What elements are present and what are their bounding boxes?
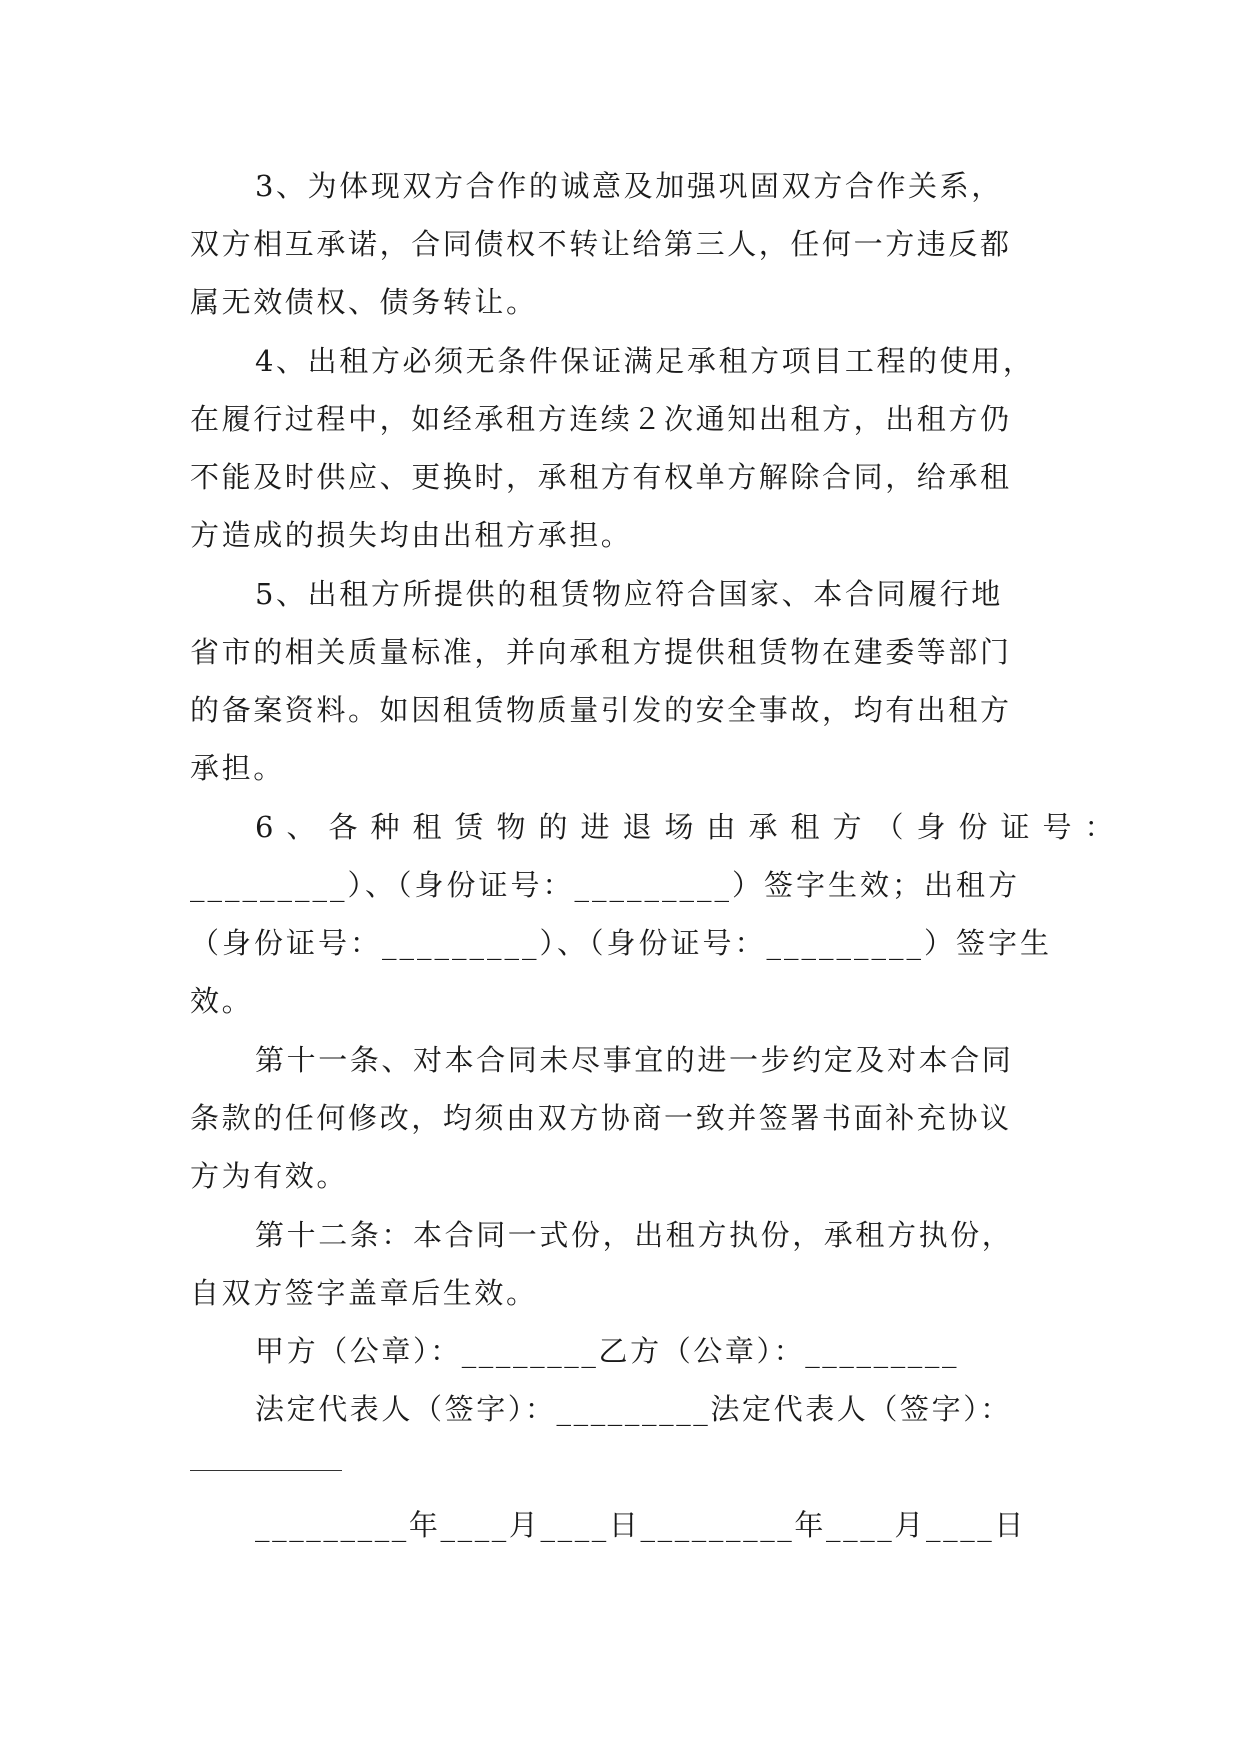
article-12-line-2: 自双方签字盖章后生效。 — [190, 1276, 538, 1310]
legal-representative-line: 法定代表人（签字）：_________法定代表人（签字）： — [255, 1392, 1012, 1426]
clause-4-line-1: 4、出租方必须无条件保证满足承租方项目工程的使用， — [255, 344, 1035, 378]
clause-6-line-3: （身份证号：_________）、（身份证号：_________）签字生 — [190, 926, 1053, 960]
date-line: _________年____月____日_________年____月____日 — [255, 1508, 1026, 1542]
article-11-line-2: 条款的任何修改，均须由双方协商一致并签署书面补充协议 — [190, 1101, 1012, 1135]
clause-5-line-2: 省市的相关质量标准，并向承租方提供租赁物在建委等部门 — [190, 635, 1012, 669]
article-11-line-1: 第十一条、对本合同未尽事宜的进一步约定及对本合同 — [255, 1043, 1014, 1077]
clause-4-line-4: 方造成的损失均由出租方承担。 — [190, 518, 633, 552]
clause-4-line-2: 在履行过程中，如经承租方连续２次通知出租方，出租方仍 — [190, 402, 1012, 436]
clause-3-line-2: 双方相互承诺，合同债权不转让给第三人，任何一方违反都 — [190, 227, 1012, 261]
clause-4-line-3: 不能及时供应、更换时，承租方有权单方解除合同，给承租 — [190, 460, 1012, 494]
clause-5-line-4: 承担。 — [190, 751, 285, 785]
clause-3-line-1: 3、为体现双方合作的诚意及加强巩固双方合作关系， — [255, 169, 1003, 203]
clause-6-line-1: 6、各种租赁物的进退场由承租方（身份证号： — [255, 810, 1127, 844]
signature-blank — [190, 1470, 342, 1471]
clause-3-line-3: 属无效债权、债务转让。 — [190, 285, 538, 319]
clause-5-line-1: 5、出租方所提供的租赁物应符合国家、本合同履行地 — [255, 577, 1003, 611]
party-seal-line: 甲方（公章）：________乙方（公章）：_________ — [255, 1334, 960, 1368]
article-12-line-1: 第十二条：本合同一式份，出租方执份，承租方执份， — [255, 1218, 1014, 1252]
clause-6-line-4: 效。 — [190, 984, 254, 1018]
clause-6-line-2: _________）、（身份证号：_________）签字生效；出租方 — [190, 868, 1021, 902]
clause-5-line-3: 的备案资料。如因租赁物质量引发的安全事故，均有出租方 — [190, 693, 1012, 727]
article-11-line-3: 方为有效。 — [190, 1159, 349, 1193]
